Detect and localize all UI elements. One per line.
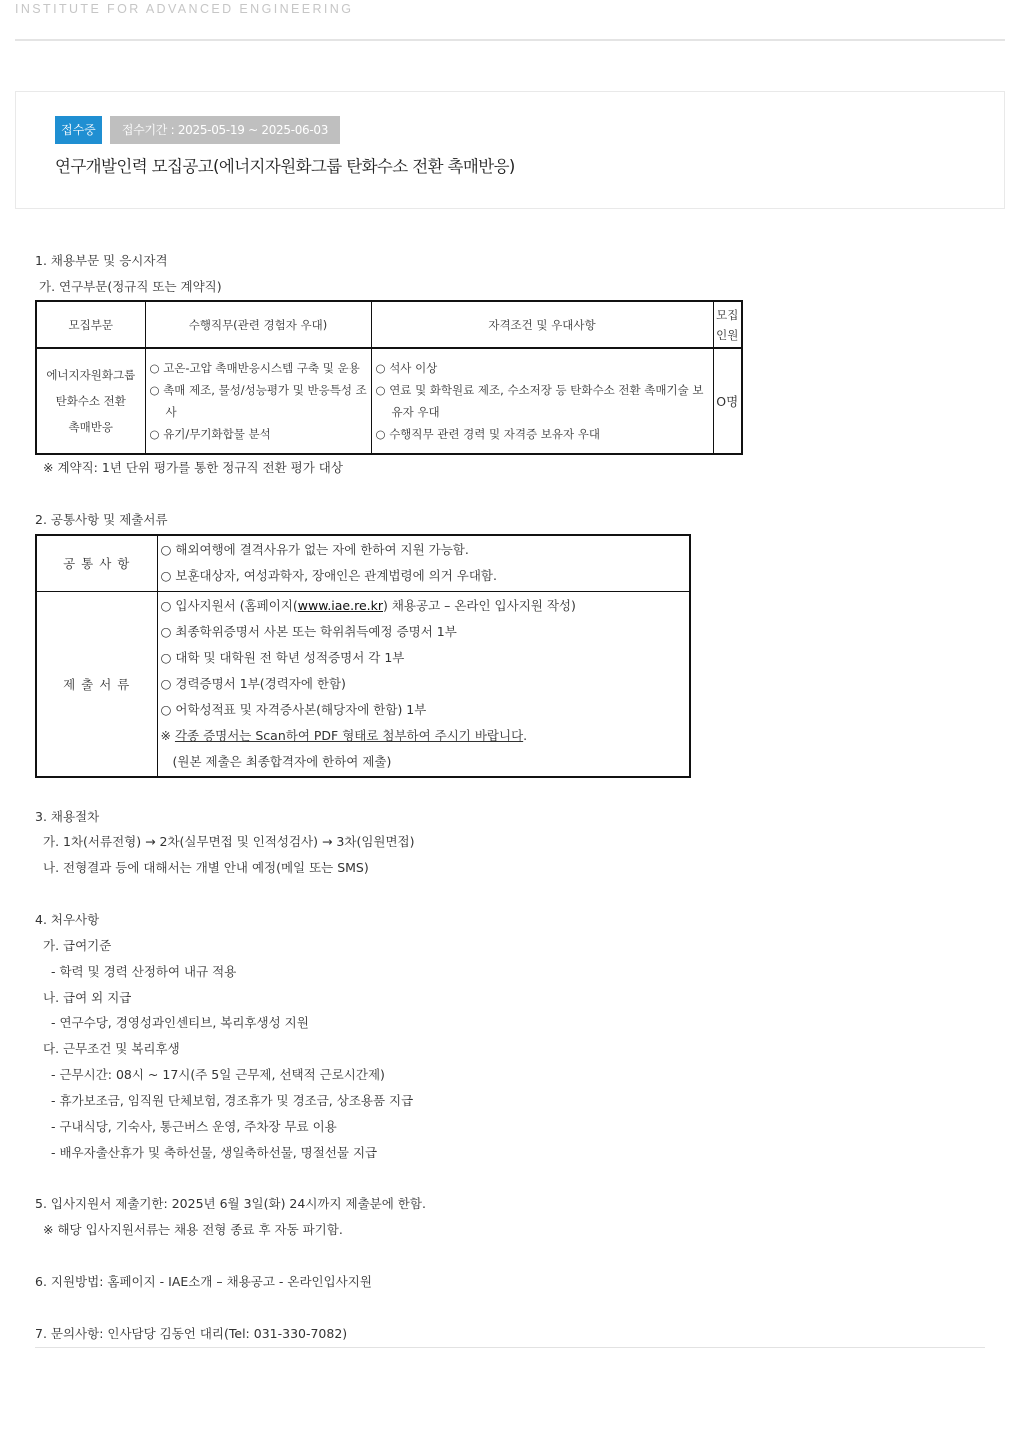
- sec1-heading: 1. 채용부문 및 응시자격: [35, 253, 168, 268]
- status-badge: 접수중: [55, 116, 102, 144]
- dept-line: 탄화수소 전환: [55, 394, 126, 408]
- sec4-line: 나. 급여 외 지급: [43, 990, 132, 1005]
- sec3-line: 나. 전형결과 등에 대해서는 개별 안내 예정(메일 또는 SMS): [43, 860, 369, 875]
- docs-item: ○ 경력증명서 1부(경력자에 한함): [160, 675, 346, 691]
- dept-line: 에너지자원화그룹: [46, 368, 136, 382]
- cell-duties: [145, 348, 371, 454]
- docs-item: [158, 593, 690, 619]
- note-mark: ※: [160, 727, 175, 743]
- table-header-row: [36, 301, 742, 348]
- header-divider: [15, 39, 1005, 41]
- docs-item1-pre: ○ 입사지원서 (홈페이지(: [160, 597, 298, 613]
- th-duties: 수행직무(관련 경험자 우대): [145, 301, 371, 348]
- sec7-heading: 7. 문의사항: 인사담당 김동언 대리(Tel: 031-330-7082): [35, 1326, 348, 1341]
- common-cell: [157, 535, 690, 591]
- th-dept: 모집부문: [36, 301, 145, 348]
- period-badge: 접수기간 : 2025-05-19 ~ 2025-06-03: [110, 116, 340, 144]
- qual-item: ○ 석사 이상: [375, 361, 438, 375]
- table-row: [36, 348, 742, 454]
- sec4-line: - 연구수당, 경영성과인센티브, 복리후생성 지원: [51, 1015, 309, 1030]
- docs-label: 제 출 서 류: [36, 591, 157, 777]
- sec3-heading: 3. 채용절차: [35, 809, 100, 824]
- docs-note2: (원본 제출은 최종합격자에 한하여 제출): [172, 753, 392, 769]
- sec1-note: ※ 계약직: 1년 단위 평가를 통한 정규직 전환 평가 대상: [43, 460, 343, 475]
- common-item: ○ 해외여행에 결격사유가 없는 자에 한하여 지원 가능함.: [160, 542, 469, 558]
- sec1-sub: 가. 연구부문(정규직 또는 계약직): [39, 279, 222, 294]
- cell-count: O명: [713, 348, 742, 454]
- notice-title: 연구개발인력 모집공고(에너지자원화그룹 탄화수소 전환 촉매반응): [55, 157, 515, 176]
- cell-quals: [371, 348, 713, 454]
- docs-item: ○ 최종학위증명서 사본 또는 학위취득예정 증명서 1부: [160, 623, 457, 639]
- sec6-heading: 6. 지원방법: 홈페이지 - IAE소개 – 채용공고 - 온라인입사지원: [35, 1274, 372, 1289]
- cell-dept: [36, 348, 145, 454]
- docs-item1-post: ) 채용공고 – 온라인 입사지원 작성): [383, 597, 576, 613]
- duty-item: ○ 촉매 제조, 물성/성능평가 및 반응특성 조사: [149, 383, 367, 419]
- homepage-link[interactable]: www.iae.re.kr: [297, 597, 383, 613]
- sec4-line: - 휴가보조금, 임직원 단체보험, 경조휴가 및 경조금, 상조용품 지급: [51, 1093, 414, 1108]
- sec4-line: - 근무시간: 08시 ~ 17시(주 5일 근무제, 선택적 근로시간제): [51, 1067, 385, 1082]
- docs-note: [158, 723, 690, 749]
- sec2-heading: 2. 공통사항 및 제출서류: [35, 512, 168, 527]
- th-quals: 자격조건 및 우대사항: [371, 301, 713, 348]
- qual-item: ○ 연료 및 화학원료 제조, 수소저장 등 탄화수소 전환 촉매기술 보유자 우대: [375, 383, 704, 419]
- duty-item: ○ 고온-고압 촉매반응시스템 구축 및 운용: [149, 361, 360, 375]
- sec4-line: - 배우자출산휴가 및 축하선물, 생일축하선물, 명절선물 지급: [51, 1145, 378, 1160]
- notice-header: [15, 91, 1005, 209]
- sec4-line: - 구내식당, 기숙사, 통근버스 운영, 주차장 무료 이용: [51, 1119, 337, 1134]
- bottom-divider: [35, 1347, 985, 1348]
- table-row: [36, 591, 690, 777]
- common-label: 공 통 사 항: [36, 535, 157, 591]
- qual-item: ○ 수행직무 관련 경력 및 자격증 보유자 우대: [375, 427, 600, 441]
- table-row: [36, 535, 690, 591]
- recruit-table: [35, 300, 743, 455]
- sec4-heading: 4. 처우사항: [35, 912, 100, 927]
- docs-item: ○ 대학 및 대학원 전 학년 성적증명서 각 1부: [160, 649, 405, 665]
- docs-item: ○ 어학성적표 및 자격증사본(해당자에 한함) 1부: [160, 701, 427, 717]
- docs-note-text: 각종 증명서는 Scan하여 PDF 형태로 첨부하여 주시기 바랍니다: [174, 727, 524, 743]
- docs-cell: [157, 591, 690, 777]
- sec4-line: - 학력 및 경력 산정하여 내규 적용: [51, 964, 237, 979]
- sec4-line: 다. 근무조건 및 복리후생: [43, 1041, 180, 1056]
- sec3-line: 가. 1차(서류전형) → 2차(실무면접 및 인적성검사) → 3차(임원면접): [43, 834, 415, 849]
- common-docs-table: [35, 534, 691, 778]
- docs-note-end: .: [523, 727, 528, 743]
- duty-item: ○ 유기/무기화합물 분석: [149, 427, 271, 441]
- sec4-line: 가. 급여기준: [43, 938, 112, 953]
- th-count: 모집 인원: [713, 301, 742, 348]
- common-item: ○ 보훈대상자, 여성과학자, 장애인은 관계법령에 의거 우대함.: [160, 568, 497, 584]
- brand-text: INSTITUTE FOR ADVANCED ENGINEERING: [15, 2, 354, 16]
- dept-line: 촉매반응: [68, 420, 113, 434]
- sec5-note: ※ 해당 입사지원서류는 채용 전형 종료 후 자동 파기함.: [43, 1222, 343, 1237]
- sec5-heading: 5. 입사지원서 제출기한: 2025년 6월 3일(화) 24시까지 제출분에 한함.: [35, 1196, 426, 1211]
